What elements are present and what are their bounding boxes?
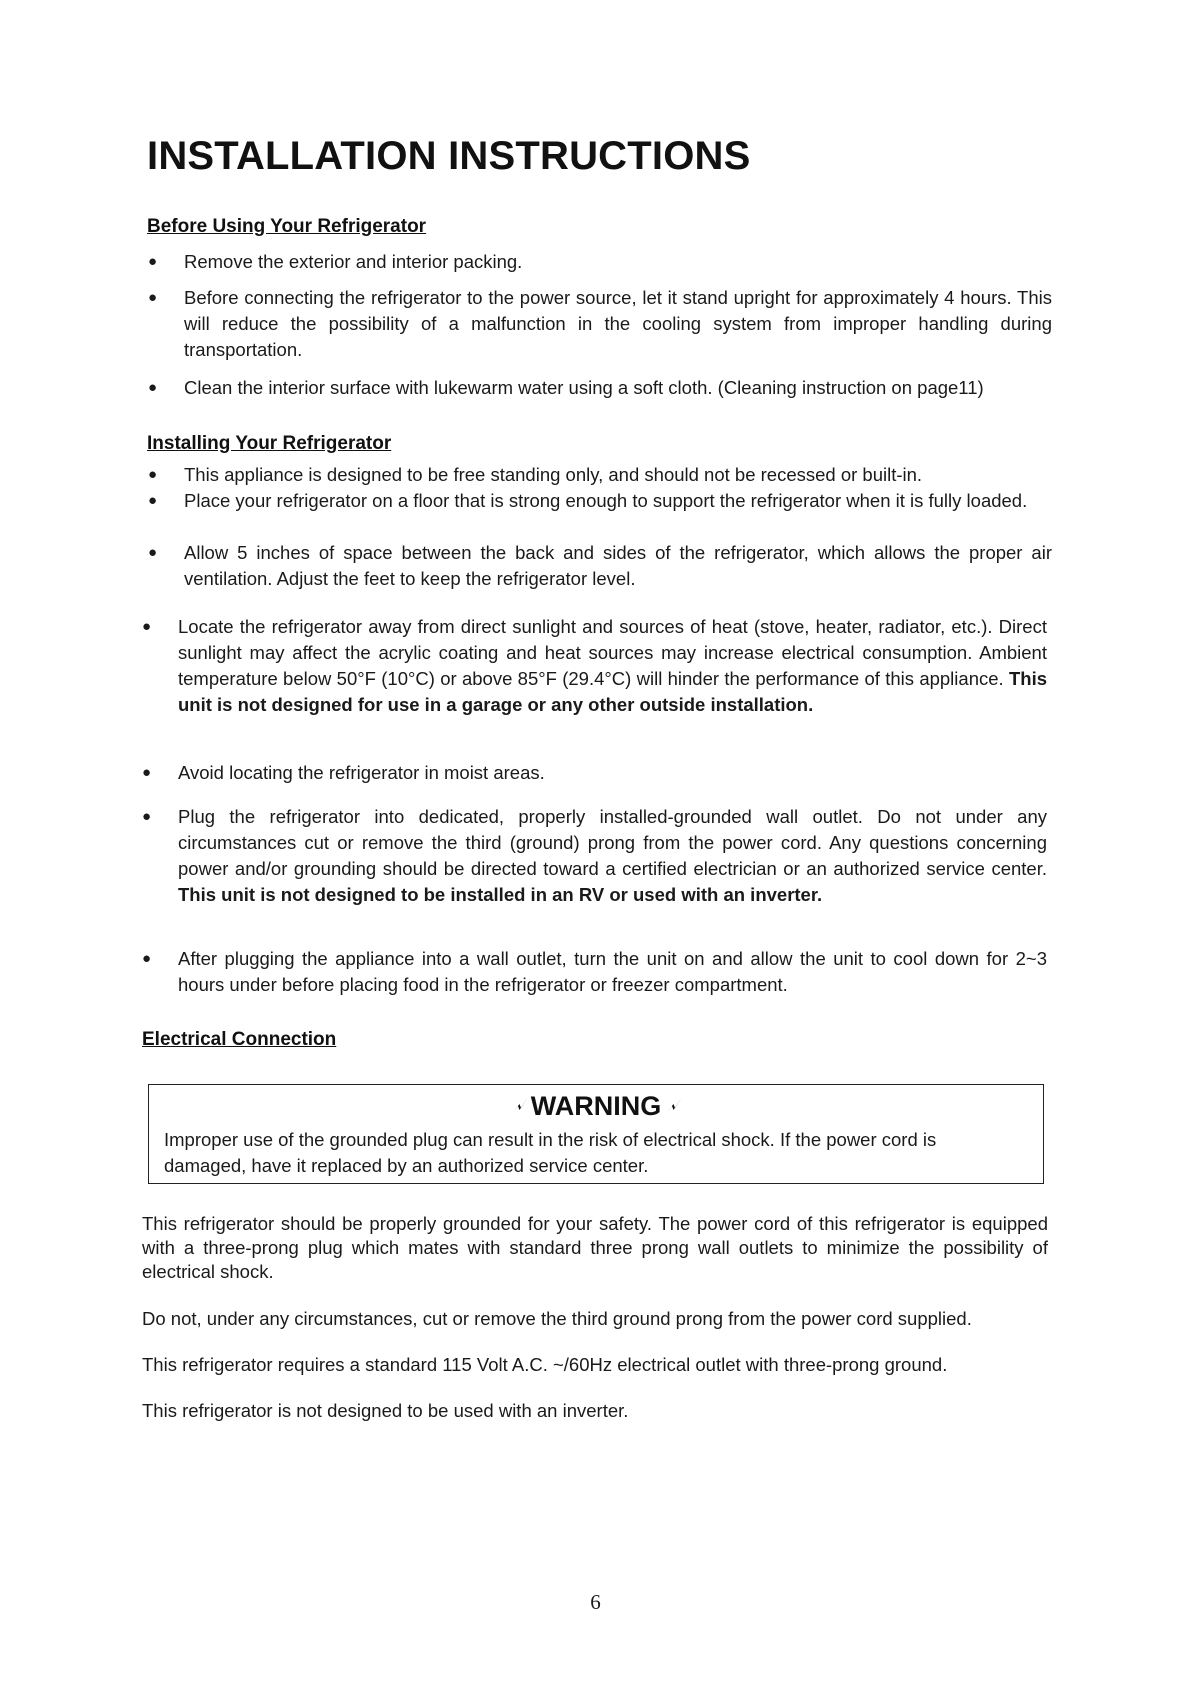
warning-box <box>148 1084 1044 1184</box>
bullet-icon: ● <box>142 950 152 967</box>
list-item: ● Place your refrigerator on a floor that is strong enough to support the refrigerator when it is fully loaded. <box>148 488 1052 514</box>
section-heading-electrical: Electrical Connection <box>142 1029 337 1050</box>
paragraph: This refrigerator requires a standard 115 Volt A.C. ~/60Hz electrical outlet with three-prong ground. <box>142 1354 948 1375</box>
warning-text: Improper use of the grounded plug can result in the risk of electrical shock. If the power cord is damaged, have it replaced by an authorized service center. <box>164 1129 937 1176</box>
paragraph: Do not, under any circumstances, cut or remove the third ground prong from the power cord supplied. <box>142 1308 972 1329</box>
list-item: ● Plug the refrigerator into dedicated, properly installed-grounded wall outlet. Do not under any circumstances cut or remove the third (ground) prong from the power cord. Any questions concerning power and/or grounding should be directed toward a certified electrician or an authorized service center. This unit is not designed to be installed in an RV or used with an inverter. <box>142 806 1047 905</box>
paragraph: This refrigerator is not designed to be used with an inverter. <box>142 1400 629 1421</box>
bullet-icon: ● <box>148 466 158 483</box>
page-number: 6 <box>590 1590 601 1614</box>
bullet-icon: ● <box>148 544 158 561</box>
section-heading-before-using: Before Using Your Refrigerator <box>147 216 427 237</box>
section-heading-installing: Installing Your Refrigerator <box>147 433 392 454</box>
list-item: ● After plugging the appliance into a wall outlet, turn the unit on and allow the unit to cool down for 2~3 hours under before placing food in the refrigerator or freezer compartment. <box>142 948 1047 995</box>
list-item: ● Avoid locating the refrigerator in moist areas. <box>142 760 1047 786</box>
warning-title: WARNING <box>149 1091 1043 1122</box>
bullet-icon: ● <box>142 764 152 781</box>
bullet-icon: ● <box>148 492 158 509</box>
list-item: ● Locate the refrigerator away from direct sunlight and sources of heat (stove, heater, radiator, etc.). Direct sunlight may affect the acrylic coating and heat sources may increase electrical consumption. Ambient temperature below 50°F (10°C) or above 85°F (29.4°C) will hinder the performance of this appliance. This unit is not designed for use in a garage or any other outside installation. <box>142 616 1047 715</box>
page-title: INSTALLATION INSTRUCTIONS <box>147 134 751 178</box>
bullet-icon: ● <box>148 253 158 270</box>
bullet-icon: ● <box>142 618 152 635</box>
bullet-icon: ● <box>148 289 158 306</box>
lightning-icon <box>661 1094 685 1118</box>
bullet-icon: ● <box>142 808 152 825</box>
list-item: ● Before connecting the refrigerator to the power source, let it stand upright for approximately 4 hours. This will reduce the possibility of a malfunction in the cooling system from improper handling during transportation. <box>148 287 1052 360</box>
lightning-icon <box>507 1094 531 1118</box>
list-item: ● Allow 5 inches of space between the back and sides of the refrigerator, which allows the proper air ventilation. Adjust the feet to keep the refrigerator level. <box>148 542 1052 589</box>
list-item: ● This appliance is designed to be free standing only, and should not be recessed or built-in. <box>148 462 1052 488</box>
bullet-icon: ● <box>148 379 158 396</box>
paragraph: This refrigerator should be properly grounded for your safety. The power cord of this refrigerator is equipped with a three-prong plug which mates with standard three prong wall outlets to minimize the possibility of electrical shock. <box>142 1213 1048 1282</box>
list-item: ● Remove the exterior and interior packing. <box>148 249 1052 275</box>
list-item: ● Clean the interior surface with lukewarm water using a soft cloth. (Cleaning instruction on page11) <box>148 375 1052 401</box>
